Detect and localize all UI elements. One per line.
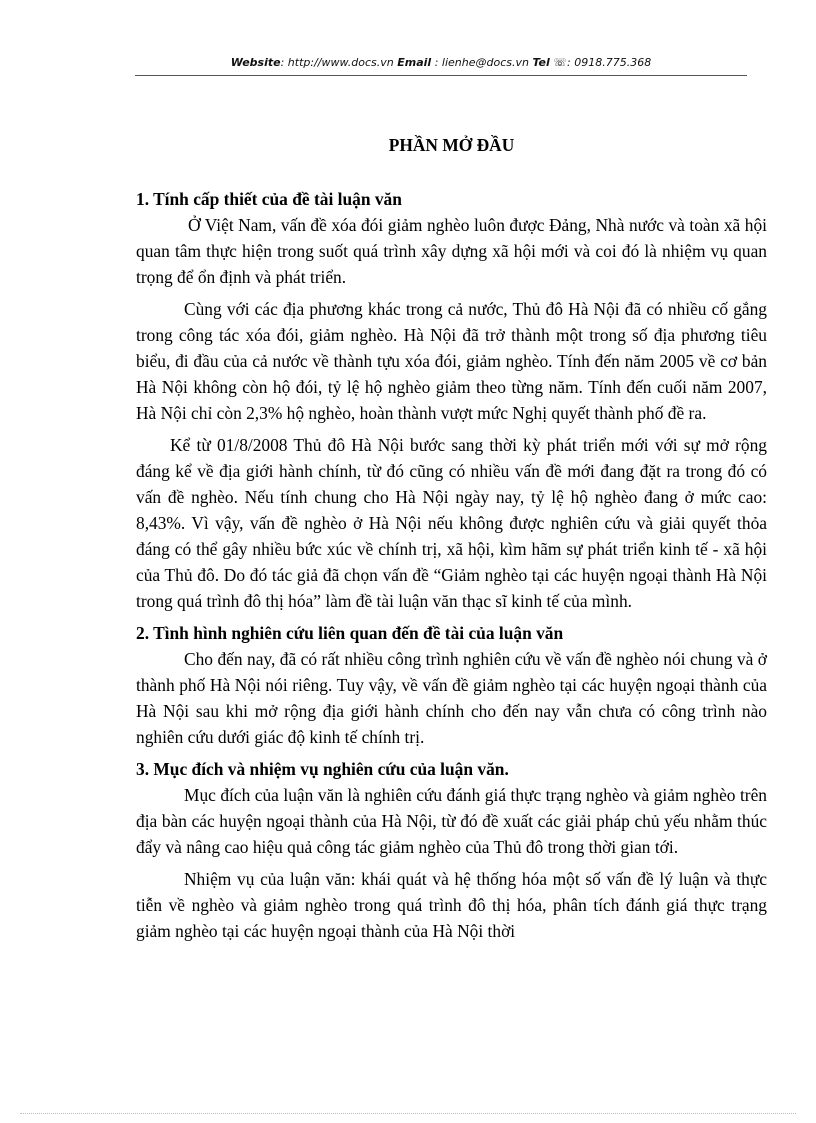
header-rule xyxy=(135,75,747,76)
email-label: Email xyxy=(397,56,432,69)
document-body xyxy=(136,132,767,950)
tel-value: : 0918.775.368 xyxy=(567,56,652,69)
page-header xyxy=(135,56,747,69)
paragraph: Nhiệm vụ của luận văn: khái quát và hệ thống hóa một số vấn đề lý luận và thực tiễn về nghèo và giảm nghèo trong quá trình đô thị hóa, phân tích đánh giá thực trạng giảm nghèo tại các huyện ngoại thành của Hà Nội thời xyxy=(136,869,767,941)
section-heading-3: 3. Mục đích và nhiệm vụ nghiên cứu của luận văn. xyxy=(136,759,509,779)
paragraph: Mục đích của luận văn là nghiên cứu đánh giá thực trạng nghèo và giảm nghèo trên địa bàn các huyện ngoại thành của Hà Nội, từ đó đề xuất các giải pháp chủ yếu nhằm thúc đẩy và nâng cao hiệu quả công tác giảm nghèo của Thủ đô trong thời gian tới. xyxy=(136,785,767,857)
page-title: PHẦN MỞ ĐẦU xyxy=(388,135,515,155)
paragraph: Kể từ 01/8/2008 Thủ đô Hà Nội bước sang thời kỳ phát triển mới với sự mở rộng đáng kể về địa giới hành chính, từ đó cũng có nhiều vấn đề mới đang đặt ra trong đó có vấn đề nghèo. Nếu tính chung cho Hà Nội ngày nay, tỷ lệ hộ nghèo đang ở mức cao: 8,43%. Vì vậy, vấn đề nghèo ở Hà Nội nếu không được nghiên cứu và giải quyết thỏa đáng có thể gây nhiều bức xúc về chính trị, xã hội, kìm hãm sự phát triển kinh tế - xã hội của Thủ đô. Do đó tác giả đã chọn vấn đề “Giảm nghèo tại các huyện ngoại thành Hà Nội trong quá trình đô thị hóa” làm đề tài luận văn thạc sĩ kinh tế của mình. xyxy=(136,435,767,611)
phone-icon: ☏ xyxy=(553,56,568,69)
page-bottom-rule xyxy=(20,1113,796,1114)
paragraph: Cho đến nay, đã có rất nhiều công trình nghiên cứu về vấn đề nghèo nói chung và ở thành phố Hà Nội nói riêng. Tuy vậy, về vấn đề giảm nghèo tại các huyện ngoại thành của Hà Nội sau khi mở rộng địa giới hành chính cho đến nay vẫn chưa có công trình nào nghiên cứu dưới giác độ kinh tế chính trị. xyxy=(136,649,767,747)
section-heading-1: 1. Tính cấp thiết của đề tài luận văn xyxy=(136,189,402,209)
website-label: Website xyxy=(230,56,281,69)
email-value: : lienhe@docs.vn xyxy=(434,56,529,69)
section-heading-2: 2. Tình hình nghiên cứu liên quan đến đề tài của luận văn xyxy=(136,623,564,643)
tel-label: Tel xyxy=(532,56,550,69)
paragraph: Cùng với các địa phương khác trong cả nước, Thủ đô Hà Nội đã có nhiều cố gắng trong công tác xóa đói, giảm nghèo. Hà Nội đã trở thành một trong số địa phương tiêu biểu, đi đầu của cả nước về thành tựu xóa đói, giảm nghèo. Tính đến năm 2005 về cơ bản Hà Nội không còn hộ đói, tỷ lệ hộ nghèo giảm theo từng năm. Tính đến cuối năm 2007, Hà Nội chỉ còn 2,3% hộ nghèo, hoàn thành vượt mức Nghị quyết thành phố đề ra. xyxy=(136,299,767,423)
paragraph: Ở Việt Nam, vấn đề xóa đói giảm nghèo luôn được Đảng, Nhà nước và toàn xã hội quan tâm thực hiện trong suốt quá trình xây dựng xã hội mới và coi đó là nhiệm vụ quan trọng để ổn định và phát triển. xyxy=(136,215,767,287)
website-value: : http://www.docs.vn xyxy=(280,56,394,69)
